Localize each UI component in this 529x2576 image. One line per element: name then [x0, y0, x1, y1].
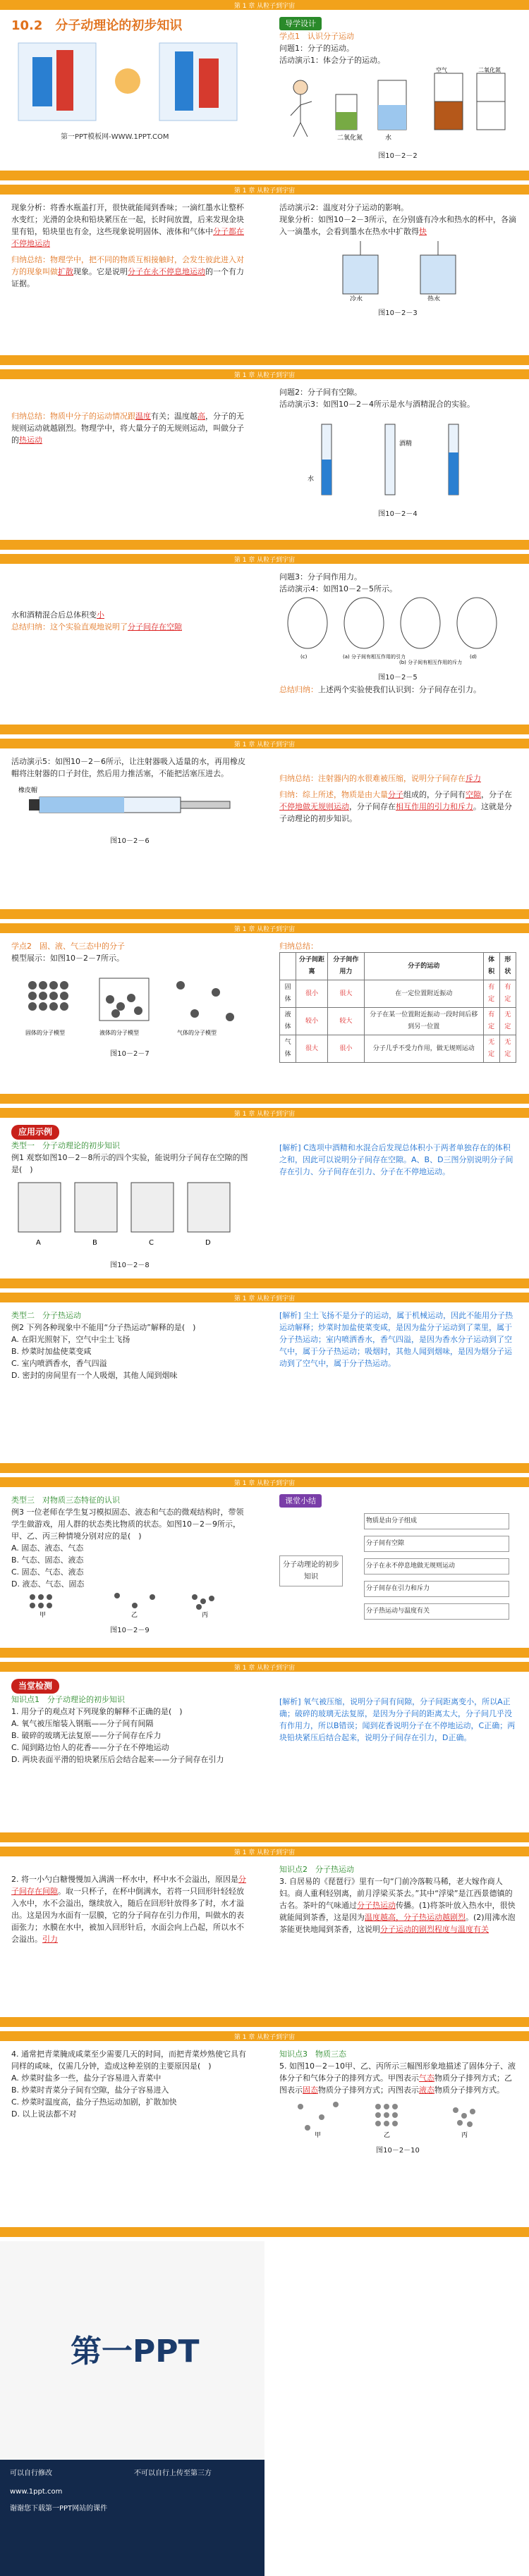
slide-5: [0, 739, 529, 923]
td: 有定: [483, 1008, 499, 1035]
diffusion-figure: [279, 66, 516, 144]
label-yi: 乙: [384, 2132, 391, 2138]
slide1-right: [271, 13, 525, 168]
slide-8: [0, 1293, 529, 1477]
td: 在一定位置附近振动: [364, 980, 483, 1008]
study-point-1: 学点1 认识分子运动: [279, 32, 354, 41]
slide7-left: [3, 1121, 257, 1276]
option-a: A. 炒菜时盐多一些，盐分子容易进入青菜中: [11, 2073, 162, 2083]
guide-badge: 导学设计: [279, 17, 322, 30]
option-b: B. 炒菜时青菜分子间有空隙，盐分子容易进入: [11, 2085, 169, 2095]
header-bar: [0, 923, 529, 933]
activity-4: 活动演示4：如图10－2－5所示。: [279, 584, 397, 593]
label-rubber-cap: 橡皮帽: [18, 787, 38, 794]
label-bing: 丙: [461, 2132, 468, 2138]
crowd-figure: [11, 1590, 248, 1618]
header-bar: [0, 1662, 529, 1672]
label-cold: 冷水: [350, 296, 363, 301]
fill-answer: 扩散: [58, 267, 73, 276]
slide3-left: [3, 382, 257, 537]
choice-d: D: [205, 1239, 211, 1247]
sub-b: (b) 分子间有相互作用的斥力: [399, 660, 463, 665]
label-1: 二氧化氮: [337, 135, 363, 142]
ad-info: [0, 2460, 264, 2576]
ad-logo-area: [0, 2241, 264, 2460]
td: 分子在某一位置附近振动一段时间后移到另一位置: [364, 1008, 483, 1035]
activity-1: 活动演示1：体会分子的运动。: [279, 56, 385, 65]
th: 分子的运动: [364, 953, 483, 980]
footer-bar: [0, 1832, 529, 1842]
test-3-c: 。(2)用沸水泡茶能更快地闻到茶香，这说明: [279, 1913, 516, 1934]
sub-c: (c): [300, 654, 308, 660]
td: 分子几乎不受力作用，做无规则运动: [364, 1035, 483, 1063]
td: 很小: [327, 1035, 364, 1063]
header-bar: [0, 1477, 529, 1487]
label-2: 水: [385, 135, 392, 142]
td: 液体: [280, 1008, 296, 1035]
phenomenon-2: [279, 214, 516, 238]
lesson-title: 10.2 分子动理论的初步知识: [11, 18, 183, 33]
option-b: B. 破碎的玻璃无法复原——分子间存在斥力: [11, 1731, 162, 1740]
th: [280, 953, 296, 980]
table-row: [280, 980, 516, 1008]
summary-body: 上述两个实验使我们认识到：分子间存在引力。: [318, 685, 481, 694]
slide2-right: [271, 197, 525, 352]
phenomenon-2-body: 现象分析：如图10－2－3所示，在分别盛有冷水和热水的杯中，各滴入一滴墨水，会看到墨水在热水中扩散得: [279, 215, 516, 236]
figure-caption: 图10－2－6: [110, 837, 150, 845]
slide-7: [0, 1108, 529, 1293]
td: 固体: [280, 980, 296, 1008]
figure-caption: 图10－2－2: [378, 152, 418, 160]
slide-3: [0, 369, 529, 554]
td: 气体: [280, 1035, 296, 1063]
fill-answer: 空隙: [466, 790, 481, 799]
phenomenon-text: [11, 202, 248, 249]
cap-solid: 固体的分子模型: [25, 1030, 65, 1036]
option-c: C. 室内喷洒香水，香气四溢: [11, 1359, 107, 1368]
summary-5f: 。这就是分子动理论的初步知识。: [279, 802, 512, 823]
slide9-left: [3, 1490, 257, 1645]
question-1: 问题1：分子的运动。: [279, 44, 354, 53]
slide11-left: [3, 1859, 257, 2014]
header-text: 第 1 章 从粒子到宇宙: [233, 1665, 296, 1672]
slide-6: [0, 923, 529, 1108]
fill-answer: 温度越高，分子热运动越剧烈: [365, 1913, 466, 1922]
slide3-right: [271, 382, 525, 537]
test-5-d: 物质分子排列方式。: [434, 2085, 504, 2095]
choice-b: B: [92, 1239, 97, 1247]
slide10-left: [3, 1675, 257, 1830]
header-text: 第 1 章 从粒子到宇宙: [233, 1480, 296, 1487]
td: 较小: [296, 1008, 328, 1035]
test-3-b: 传播。(1)将茶叶放入热水中，很快就能闻到茶香，这是因为: [279, 1901, 516, 1922]
type-2: 类型二 分子热运动: [11, 1311, 81, 1320]
header-text: 第 1 章 从粒子到宇宙: [233, 187, 296, 195]
question-2: 问题2：分子间有空隙。: [279, 388, 362, 397]
mindmap-node: 分子热运动与温度有关: [364, 1603, 509, 1620]
test-3-a: 3. 自居易的《琵琶行》里有一句“门前冷落鞍马稀，老大嫁作商人妇。商人重利轻别离，前月浮梁买茶去。”其中“浮梁”是江西景德镇的古名。茶叶的气味通过: [279, 1877, 513, 1910]
footer-bar: [0, 1278, 529, 1288]
td: 无定: [483, 1035, 499, 1063]
study-point-2: 学点2 固、液、气三态中的分子: [11, 942, 125, 951]
activity-2: 活动演示2：温度对分子运动的影响。: [279, 203, 408, 212]
knowledge-point-3: 知识点3 物质三态: [279, 2050, 346, 2059]
label-hot: 热水: [427, 296, 441, 301]
th: 分子间作用力: [327, 953, 364, 980]
summary-4: 总结归纳：这个实验直观地说明了: [11, 622, 128, 631]
slide-1: [0, 0, 529, 185]
header-text: 第 1 章 从粒子到宇宙: [233, 557, 296, 564]
ad-line-2: 不可以自行上传至第三方: [134, 2470, 212, 2477]
figure-caption: 图10－2－4: [378, 510, 418, 518]
footer-bar: [0, 2017, 529, 2027]
footer-bar: [0, 540, 529, 550]
ad-url[interactable]: www.1ppt.com: [10, 2488, 63, 2496]
molecule-arrangement-figure: [279, 2096, 516, 2138]
header-bar: [0, 1847, 529, 1856]
mindmap: [279, 1513, 516, 1633]
mindmap-center: 分子动理论的初步知识: [279, 1555, 343, 1586]
footer-bar: [0, 909, 529, 919]
slide11-right: [271, 1859, 525, 2014]
mindmap-node: 分子间存在引力和斥力: [364, 1581, 509, 1597]
fill-answer: 分子都在不停地运动: [11, 227, 244, 248]
option-d: D. 两块表面平滑的铅块紧压后会结合起来——分子间存在引力: [11, 1755, 224, 1764]
figure-caption: 图10－2－7: [110, 1050, 150, 1058]
example-badge: 应用示例: [11, 1125, 59, 1140]
summary-3a: 归纳总结：物质中分子的运动情况跟: [11, 412, 135, 421]
header-text: 第 1 章 从粒子到宇宙: [233, 3, 296, 10]
site-name: 第一PPT模板网-WWW.1PPT.COM: [61, 133, 169, 141]
slide2-left: [3, 197, 257, 352]
fill-answer: 分子间存在空隙: [128, 622, 182, 631]
slide5-left: [3, 751, 257, 906]
ad-logo: 第一PPT: [71, 2334, 200, 2369]
mindmap-node: 分子间有空隙: [364, 1536, 509, 1552]
td: 较大: [327, 1008, 364, 1035]
summary-label: 归纳总结：: [279, 942, 318, 951]
cold-hot-water-figure: [279, 238, 516, 301]
fill-answer: 液态: [419, 2085, 434, 2095]
four-experiments-figure: [11, 1176, 248, 1253]
fill-answer: 热运动: [19, 436, 42, 445]
summary-badge: 课堂小结: [279, 1494, 322, 1508]
footer-bar: [0, 1648, 529, 1658]
option-a: A. 在阳光照射下，空气中尘土飞扬: [11, 1335, 130, 1344]
table-row: [280, 1035, 516, 1063]
header-text: 第 1 章 从粒子到宇宙: [233, 926, 296, 933]
label-water: 水: [308, 476, 315, 483]
fill-answer: 气态: [419, 2073, 434, 2083]
header-text: 第 1 章 从粒子到宇宙: [233, 1849, 296, 1856]
td: 很小: [296, 980, 328, 1008]
syringe-figure: [11, 779, 248, 829]
header-text: 第 1 章 从粒子到宇宙: [233, 741, 296, 748]
ad-note: 谢谢您下载第一PPT网站的课件: [10, 2505, 108, 2513]
slide6-left: [3, 936, 257, 1091]
test-2-a: 2. 将一小勺白糖慢慢加入满满一杯水中，杯中水不会溢出，原因是: [11, 1875, 238, 1884]
td: 有定: [483, 980, 499, 1008]
label-jia: 甲: [315, 2132, 322, 2138]
fill-answer: 相互作用的引力和斥力: [396, 802, 473, 811]
slide-2: [0, 185, 529, 369]
mindmap-node: 分子在永不停息地做无规则运动: [364, 1558, 509, 1574]
td: 无定: [499, 1035, 516, 1063]
td: 很大: [327, 980, 364, 1008]
knowledge-point-2: 知识点2 分子热运动: [279, 1865, 354, 1874]
label-3: 空气: [436, 67, 447, 73]
summary-5b: 归纳：综上所述，物质是由大量: [279, 790, 388, 799]
fill-answer: 分子间存在间隙: [11, 1875, 246, 1896]
option-a: A. 氧气被压缩装入钢瓶——分子间有间隔: [11, 1719, 154, 1728]
ad-line-1: 可以自行修改: [10, 2470, 52, 2477]
option-d: D. 密封的房间里有一个人吸烟，其他人闻到烟味: [11, 1371, 178, 1380]
fill-answer: 快: [419, 227, 427, 236]
summary-3b: 有关；温度越: [151, 412, 197, 421]
footer-bar: [0, 2227, 529, 2237]
slide6-right: [271, 936, 525, 1091]
ad-left: [0, 2241, 264, 2576]
example-1-analysis: [解析] C选项中酒精和水混合后发现总体积小于两者单独存在的体积之和，因此可以说明分子间存在空隙。A、B、D三图分别说明分子间存在引力、分子间存在引力、分子在不停地运动。: [279, 1143, 513, 1176]
figure-caption: 图10－2－10: [376, 2147, 420, 2155]
header-bar: [0, 1293, 529, 1302]
test-4-question: 4. 通常把青菜腌成咸菜至少需要几天的时间，而把青菜炒熟使它具有同样的咸味，仅需几分钟，造成这种差别的主要原因是( ): [11, 2050, 246, 2071]
header-text: 第 1 章 从粒子到宇宙: [233, 2034, 296, 2041]
slide12-right: [271, 2044, 525, 2224]
header-text: 第 1 章 从粒子到宇宙: [233, 1295, 296, 1302]
slide-12: [0, 2031, 529, 2241]
phenomenon-body: 现象分析：将香水瓶盖打开，很快就能闻到香味；一滴红墨水让整杯水变红；光滑的金块和铅块紧压在一起，长时间放置，后来发现金块里有铅，铅块里也有金，这些现象说明固体、液体和气体中: [11, 203, 244, 236]
footer-bar: [0, 1463, 529, 1473]
fill-answer: 高: [197, 412, 205, 421]
th: 体积: [483, 953, 499, 980]
footer-bar: [0, 725, 529, 734]
summary-body-2: 现象。它是说明: [73, 267, 128, 276]
summary-5a: 归纳总结：注射器内的水很难被压缩，说明分子间存在: [279, 774, 466, 783]
header-bar: [0, 185, 529, 195]
sub-a: (a) 分子间有相互作用的引力: [343, 654, 406, 660]
test-1-question: 1. 用分子的观点对下列现象的解释不正确的是( ): [11, 1707, 183, 1716]
figure-caption: 图10－2－3: [378, 309, 418, 317]
summary-3c: ，分子的无规则运动就越剧烈。物理学中，将大量分子的无规则运动，叫做分子的: [11, 412, 244, 445]
th: 分子间距离: [296, 953, 328, 980]
test-badge: 当堂检测: [11, 1679, 59, 1694]
fill-answer: 分子: [388, 790, 403, 799]
slide-11: [0, 1847, 529, 2031]
slide7-right: [271, 1121, 525, 1276]
cover-illustration: [11, 36, 244, 128]
th: 形状: [499, 953, 516, 980]
header-bar: [0, 369, 529, 379]
force-figure: [279, 595, 516, 665]
footer-bar: [0, 1094, 529, 1104]
fill-answer: 分子运动的剧烈程度与温度有关: [380, 1925, 489, 1934]
fill-answer: 分子热运动: [357, 1901, 396, 1910]
label-4: 二氧化氮: [478, 67, 501, 73]
slide5-right: [271, 751, 525, 906]
activity-3: 活动演示3：如图10－2－4所示是水与酒精混合的实验。: [279, 400, 475, 409]
summary-5e: ，分子间存在: [349, 802, 396, 811]
example-2-analysis: [解析] 尘土飞扬不是分子的运动，属于机械运动，因此不能用分子热运动解释；炒菜时加盐使菜变咸，是因为盐分子运动到了菜里，属于分子热运动；室内喷洒香水，香气四溢，是因为香水分子运动到了空气中，属于分子热运动；吸烟时，其他人闻到烟味，是因为烟分子运动到了空气中，属于分子热运动。: [279, 1311, 513, 1368]
option-d: D. 液态、气态、固态: [11, 1579, 85, 1589]
activity-5: 活动演示5：如图10－2－6所示，让注射器吸入适量的水，再用橡皮帽将注射器的口子封住，然后用力推活塞，不能把活塞压进去。: [11, 757, 245, 778]
slide9-right: [271, 1490, 525, 1645]
label-bing: 丙: [202, 1612, 209, 1618]
test-5-c: 物质分子排列方式；丙图表示: [318, 2085, 419, 2095]
example-2-question: 例2 下列各种现象中不能用“分子热运动”解释的是( ): [11, 1323, 196, 1332]
option-c: C. 固态、气态、液态: [11, 1567, 84, 1577]
summary-text: [11, 254, 248, 290]
option-c: C. 闻到路边怡人的花香——分子在不停地运动: [11, 1743, 169, 1752]
figure-caption: 图10－2－5: [378, 674, 418, 682]
test-5-a: 5. 如图10－2－10甲、乙、丙所示三幅图形象地描述了固体分子、液体分子和气体分子的排列方式。甲图表示: [279, 2062, 516, 2083]
option-b: B. 炒菜时加盐使菜变咸: [11, 1347, 92, 1356]
option-d: D. 以上说法都不对: [11, 2109, 77, 2119]
slide8-right: [271, 1305, 525, 1460]
td: 无定: [499, 1008, 516, 1035]
test-1-analysis: [解析] 氧气被压缩，说明分子间有间隙，分子间距离变小，所以A正确；破碎的玻璃无法复原，是因为分子间的距离太大，分子间几乎没有作用力，所以B错误；闻到花香说明分子在不停地运动，C正确；两块铅块紧压后结合起来，说明分子间存在引力，D正确。: [279, 1697, 516, 1742]
test-5-b: 物质分子排列方式；乙图表示: [279, 2073, 512, 2095]
slide-4: [0, 554, 529, 739]
header-bar: [0, 2031, 529, 2041]
water-alcohol-figure: [279, 410, 516, 502]
example-3-question: 例3 一位老师在学生复习模拟固态、液态和气态的微观结构时，带领学生做游戏，用人群的状态类比物质的状态。如图10－2－9所示，甲、乙、丙三种情境分别对应的是( ): [11, 1508, 244, 1541]
header-bar: [0, 554, 529, 564]
header-text: 第 1 章 从粒子到宇宙: [233, 1111, 296, 1118]
fill-answer: 固态: [303, 2085, 318, 2095]
summary-5d: ，分子在: [481, 790, 512, 799]
slide-10: [0, 1662, 529, 1847]
sub-d: (d): [470, 654, 477, 660]
figure-caption: 图10－2－9: [110, 1627, 150, 1634]
cap-liquid: 液体的分子模型: [99, 1030, 139, 1036]
fill-answer: 不停地做无规则运动: [279, 802, 349, 811]
option-a: A. 固态、液态、气态: [11, 1543, 84, 1553]
header-bar: [0, 739, 529, 748]
mix-volume-text: 水和酒精混合后总体积变: [11, 610, 97, 620]
slide-9: [0, 1477, 529, 1662]
state-models-figure: [11, 964, 248, 1042]
label-jia: 甲: [39, 1612, 47, 1618]
choice-c: C: [149, 1239, 154, 1247]
slide12-left: [3, 2044, 257, 2224]
slide1-left: [3, 13, 257, 168]
td: 很大: [296, 1035, 328, 1063]
states-table: [279, 952, 516, 1063]
table-row: [280, 1008, 516, 1035]
option-c: C. 炒菜时温度高，盐分子热运动加剧，扩散加快: [11, 2097, 177, 2107]
fill-answer: 斥力: [466, 774, 481, 783]
test-2-b: 。取一只杯子，在杯中倒满水，若将一只回形针轻轻放入水中，水不会溢出，继续放入，随后在回形针放得多了时，水才溢出。这是因为水面有一层膜，它的分子间存在引力作用，叫做水的表面张力；水膜在水中，被加入回形针后，水面会向上凸起，所以水不会溢出。: [11, 1887, 244, 1944]
header-bar: [0, 1108, 529, 1118]
fill-answer: 小: [97, 610, 104, 620]
example-1-question: 例1 观察如图10－2－8所示的四个实验，能说明分子间存在空隙的图是( ): [11, 1153, 248, 1174]
header-bar: [0, 0, 529, 10]
slide8-left: [3, 1305, 257, 1460]
footer-bar: [0, 171, 529, 180]
fill-answer: 引力: [42, 1935, 58, 1944]
choice-a: A: [36, 1239, 41, 1247]
knowledge-point-1: 知识点1 分子动理论的初步知识: [11, 1695, 125, 1704]
fill-answer: 分子在永不停息地运动: [128, 267, 205, 276]
summary-label: 总结归纳：: [279, 685, 318, 694]
type-1: 类型一 分子动理论的初步知识: [11, 1141, 120, 1150]
slide10-right: [271, 1675, 525, 1830]
summary-body: 归纳总结：物理学中，把不同的物质互相接触时，会发生彼此进入对方的现象叫做: [11, 255, 244, 276]
type-3: 类型三 对物质三态特征的认识: [11, 1496, 120, 1505]
td: 有定: [499, 980, 516, 1008]
mindmap-node: 物质是由分子组成: [364, 1513, 509, 1529]
footer-bar: [0, 355, 529, 365]
ad-block: [0, 2241, 529, 2576]
fill-answer: 温度: [135, 412, 151, 421]
summary-body-3: 的一个有力证据。: [11, 267, 244, 288]
question-3: 问题3：分子间作用力。: [279, 572, 362, 581]
cap-gas: 气体的分子模型: [177, 1030, 217, 1036]
label-yi: 乙: [131, 1612, 138, 1618]
label-alcohol: 酒精: [399, 440, 413, 448]
slide4-right: [271, 567, 525, 722]
option-b: B. 气态、固态、液态: [11, 1555, 84, 1565]
slide4-left: [3, 567, 257, 722]
table-header: [280, 953, 516, 980]
figure-caption: 图10－2－8: [110, 1262, 150, 1269]
summary-5c: 组成的，分子间有: [403, 790, 466, 799]
header-text: 第 1 章 从粒子到宇宙: [233, 372, 296, 379]
model-display: 模型展示：如图10－2－7所示。: [11, 954, 124, 963]
